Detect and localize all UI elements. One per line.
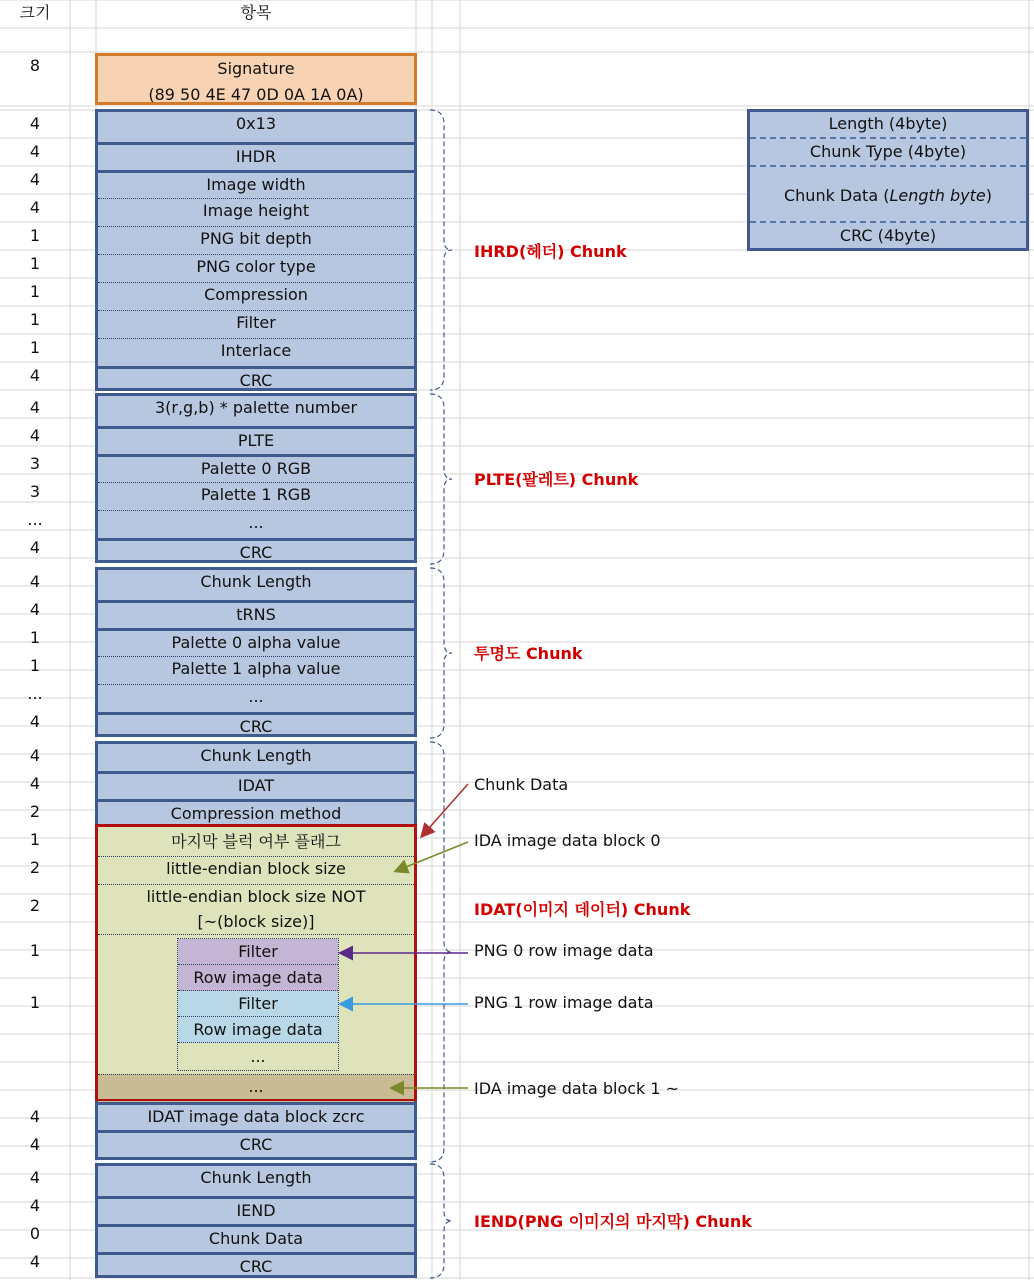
trns-size: 1 — [29, 628, 41, 647]
idat-size: 1 — [29, 993, 41, 1012]
annotation-block1: IDA image data block 1 ~ — [474, 1079, 680, 1098]
ihdr-row: Image width — [98, 170, 414, 194]
ihdr-size: 4 — [29, 170, 41, 189]
more-rows-ellipsis: ... — [250, 1047, 266, 1066]
iend-row: Chunk Length — [200, 1168, 312, 1187]
legend-divider-3 — [750, 221, 1026, 223]
trns-row: CRC — [98, 712, 414, 736]
iend-chunk-label: IEND(PNG 이미지의 마지막) Chunk — [474, 1212, 752, 1231]
iend-size: 4 — [29, 1252, 41, 1271]
item-column-header: 항목 — [240, 3, 272, 22]
trns-size: ... — [27, 684, 43, 703]
idat-size: 4 — [29, 1135, 41, 1154]
signature-title: Signature — [217, 59, 295, 78]
idat-size: 4 — [29, 746, 41, 765]
ihdr-size: 1 — [29, 226, 41, 245]
ihdr-row: Image height — [98, 198, 414, 220]
plte-size: 3 — [29, 454, 41, 473]
ihdr-size: 4 — [29, 142, 41, 161]
idat-size: 4 — [29, 1107, 41, 1126]
iend-row: IEND — [98, 1196, 414, 1220]
idat-block-more: ... — [98, 1074, 414, 1099]
plte-size: ... — [27, 510, 43, 529]
annotation-chunk-data: Chunk Data — [474, 775, 569, 794]
legend-divider-1 — [750, 137, 1026, 139]
plte-row: 3(r,g,b) * palette number — [154, 398, 358, 417]
idat-block-size-not: little-endian block size NOT — [98, 884, 414, 906]
trns-size: 4 — [29, 572, 41, 591]
iend-row: CRC — [98, 1252, 414, 1276]
arrow-chunk-data — [422, 784, 468, 836]
annotation-png0: PNG 0 row image data — [474, 941, 654, 960]
idat-block-size-not-expr: [~(block size)] — [197, 912, 315, 931]
iend-size: 0 — [29, 1224, 41, 1243]
png0-filter: Filter — [178, 939, 338, 965]
trns-size: 4 — [29, 712, 41, 731]
ihdr-size: 4 — [29, 198, 41, 217]
idat-size: 2 — [29, 802, 41, 821]
trns-row: tRNS — [98, 600, 414, 624]
annotation-block0: IDA image data block 0 — [474, 831, 661, 850]
ihdr-size: 1 — [29, 310, 41, 329]
png0-row-image-data: Row image data — [178, 965, 338, 991]
trns-row: Palette 1 alpha value — [98, 656, 414, 678]
idat-chunk-label: IDAT(이미지 데이터) Chunk — [474, 900, 691, 919]
arrow-block0 — [396, 842, 468, 871]
plte-row: PLTE — [98, 426, 414, 450]
signature-bytes: (89 50 4E 47 0D 0A 1A 0A) — [148, 85, 364, 104]
iend-size: 4 — [29, 1168, 41, 1187]
ihdr-row: 0x13 — [235, 114, 276, 133]
idat-row-type: IDAT — [98, 771, 414, 795]
legend-crc: CRC (4byte) — [839, 226, 937, 245]
idat-row-crc: CRC — [98, 1130, 414, 1154]
plte-size: 3 — [29, 482, 41, 501]
ihdr-row: IHDR — [98, 142, 414, 166]
ihdr-row: Compression — [98, 282, 414, 304]
idat-size: 2 — [29, 896, 41, 915]
plte-size: 4 — [29, 538, 41, 557]
ihdr-size: 1 — [29, 338, 41, 357]
idat-row-zcrc: IDAT image data block zcrc — [98, 1102, 414, 1126]
legend-data — [750, 186, 1026, 205]
plte-row: Palette 0 RGB — [98, 454, 414, 478]
idat-final-block-flag: 마지막 블럭 여부 플래그 — [171, 832, 341, 851]
ihdr-size: 4 — [29, 366, 41, 385]
ihdr-row: Filter — [98, 310, 414, 332]
trns-size: 4 — [29, 600, 41, 619]
legend-length: Length (4byte) — [828, 114, 948, 133]
chunk-structure-legend — [747, 109, 1029, 251]
plte-row: Palette 1 RGB — [98, 482, 414, 504]
trns-row: ... — [98, 684, 414, 706]
idat-block-size: little-endian block size — [98, 856, 414, 878]
plte-chunk-label: PLTE(팔레트) Chunk — [474, 470, 639, 489]
signature-size: 8 — [29, 56, 41, 75]
idat-row-chunk-length: Chunk Length — [200, 746, 312, 765]
idat-row-compression-method: Compression method — [98, 799, 414, 823]
size-column-header: 크기 — [19, 3, 51, 22]
legend-data-italic: Length byte — [889, 186, 986, 205]
legend-divider-2 — [750, 165, 1026, 167]
ihdr-size: 4 — [29, 114, 41, 133]
ihdr-size: 1 — [29, 254, 41, 273]
annotation-png1: PNG 1 row image data — [474, 993, 654, 1012]
iend-size: 4 — [29, 1196, 41, 1215]
ihdr-row: PNG bit depth — [98, 226, 414, 248]
idat-size: 1 — [29, 830, 41, 849]
ihdr-row: Interlace — [98, 338, 414, 360]
legend-type: Chunk Type (4byte) — [809, 142, 967, 161]
plte-size: 4 — [29, 398, 41, 417]
ihdr-row: PNG color type — [98, 254, 414, 276]
legend-data-prefix: Chunk Data ( — [783, 186, 890, 205]
trns-chunk-label: 투명도 Chunk — [474, 644, 583, 663]
plte-row: CRC — [98, 538, 414, 562]
ihdr-row: CRC — [98, 366, 414, 390]
trns-size: 1 — [29, 656, 41, 675]
trns-row: Palette 0 alpha value — [98, 628, 414, 652]
ihdr-chunk-label: IHRD(헤더) Chunk — [474, 242, 627, 261]
png1-filter: Filter — [178, 991, 338, 1017]
ihdr-size: 1 — [29, 282, 41, 301]
idat-size: 1 — [29, 941, 41, 960]
plte-size: 4 — [29, 426, 41, 445]
iend-row: Chunk Data — [98, 1224, 414, 1248]
trns-row: Chunk Length — [200, 572, 312, 591]
plte-row: ... — [98, 510, 414, 532]
png1-row-image-data: Row image data — [178, 1017, 338, 1043]
idat-size: 4 — [29, 774, 41, 793]
legend-data-suffix: ) — [985, 186, 993, 205]
idat-size: 2 — [29, 858, 41, 877]
